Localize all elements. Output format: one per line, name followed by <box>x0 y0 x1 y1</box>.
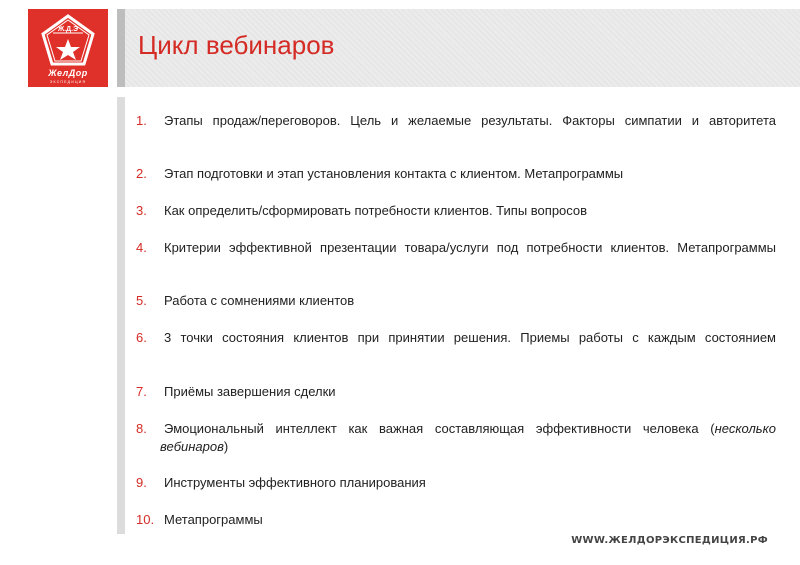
header-accent-stripe <box>117 9 125 87</box>
item-text: Работа с сомнениями клиентов <box>164 293 355 308</box>
item-number: 4. <box>136 240 147 255</box>
list-item <box>136 292 776 310</box>
item-number: 8. <box>136 421 147 436</box>
item-text-italic: несколько вебинаров <box>160 421 776 454</box>
item-text: Эмоциональный интеллект как важная составляющая эффективности человека ( <box>164 421 715 436</box>
list-item <box>136 511 776 529</box>
item-text: Критерии эффективной презентации товара/услуги под потребности клиентов. Метапрограммы <box>164 240 776 255</box>
item-text-tail: ) <box>223 439 229 454</box>
list-item <box>136 420 776 456</box>
item-text: Приёмы завершения сделки <box>164 384 336 399</box>
list-item <box>136 202 776 220</box>
item-text: Как определить/сформировать потребности клиентов. Типы вопросов <box>164 203 588 218</box>
list-item <box>136 112 776 130</box>
item-number: 1. <box>136 113 147 128</box>
list-item <box>136 383 776 401</box>
footer-website-url: WWW.ЖЕЛДОРЭКСПЕДИЦИЯ.РФ <box>571 535 768 546</box>
item-number: 2. <box>136 166 147 181</box>
item-text: Этап подготовки и этап установления контакта с клиентом. Метапрограммы <box>164 166 624 181</box>
logo-brand-text: ЖелДор <box>48 68 88 78</box>
item-number: 5. <box>136 293 147 308</box>
item-number: 10. <box>136 512 155 527</box>
item-number: 9. <box>136 475 147 490</box>
list-item <box>136 329 776 347</box>
list-item <box>136 239 776 257</box>
item-number: 6. <box>136 330 147 345</box>
list-item <box>136 474 776 492</box>
item-text: Инструменты эффективного планирования <box>164 475 426 490</box>
item-text: 3 точки состояния клиентов при принятии решения. Приемы работы с каждым состоянием <box>164 330 776 345</box>
item-number: 3. <box>136 203 147 218</box>
item-text: Метапрограммы <box>164 512 263 527</box>
item-text: Этапы продаж/переговоров. Цель и желаемые результаты. Факторы симпатии и авторитета <box>164 113 776 128</box>
logo-top-text: Ж.Д.Э <box>57 26 79 33</box>
company-logo <box>28 9 108 87</box>
list-item <box>136 165 776 183</box>
content-accent-stripe <box>117 97 125 534</box>
page-title: Цикл вебинаров <box>138 30 335 60</box>
item-number: 7. <box>136 384 147 399</box>
logo-subtext: ЭКСПЕДИЦИЯ <box>49 80 87 84</box>
